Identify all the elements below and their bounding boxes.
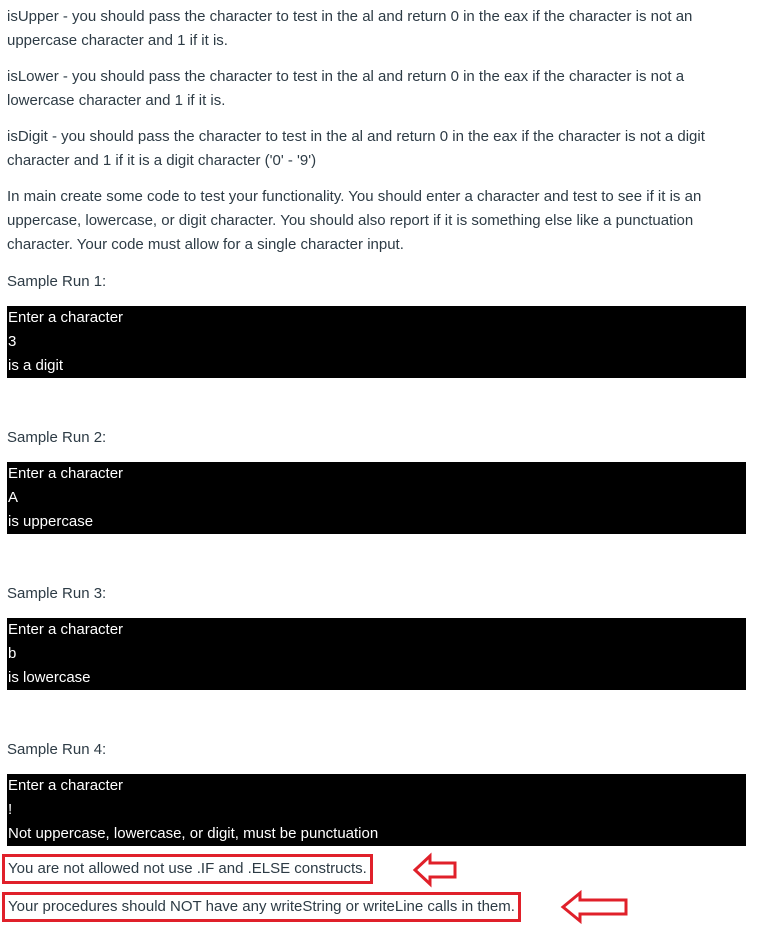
sample-run-label: Sample Run 2: bbox=[7, 429, 107, 446]
console-output bbox=[7, 618, 746, 690]
console-line: ! bbox=[8, 801, 13, 818]
console-output bbox=[7, 774, 746, 846]
console-line: Enter a character bbox=[8, 309, 124, 326]
sample-run-label: Sample Run 1: bbox=[7, 273, 107, 290]
console-line: 3 bbox=[8, 333, 17, 350]
console-line: is a digit bbox=[8, 357, 64, 374]
console-line: Enter a character bbox=[8, 621, 124, 638]
console-line: Enter a character bbox=[8, 777, 124, 794]
main-description: In main create some code to test your functionality. You should enter a character and test to see if it is an uppercase, lowercase, or digit character. You should also report if it is something else like a punctuation character. Your code must allow for a single character input. bbox=[7, 188, 702, 253]
console-line: is uppercase bbox=[8, 513, 94, 530]
console-line: is lowercase bbox=[8, 669, 91, 686]
isupper-description: isUpper - you should pass the character to test in the al and return 0 in the eax if the character is not an uppercase character and 1 if it is. bbox=[7, 8, 693, 49]
arrow-left-icon bbox=[560, 889, 630, 925]
console-line: b bbox=[8, 645, 17, 662]
no-write-calls-note: Your procedures should NOT have any writeString or writeLine calls in them. bbox=[2, 892, 521, 922]
console-line: A bbox=[8, 489, 19, 506]
isdigit-description: isDigit - you should pass the character to test in the al and return 0 in the eax if the character is not a digit character and 1 if it is a digit character ('0' - '9') bbox=[7, 128, 705, 169]
sample-run-label: Sample Run 3: bbox=[7, 585, 107, 602]
sample-run-label: Sample Run 4: bbox=[7, 741, 107, 758]
console-output bbox=[7, 306, 746, 378]
islower-description: isLower - you should pass the character to test in the al and return 0 in the eax if the character is not a lowercase character and 1 if it is. bbox=[7, 68, 685, 109]
console-line: Enter a character bbox=[8, 465, 124, 482]
no-if-else-note: You are not allowed not use .IF and .ELSE constructs. bbox=[2, 854, 373, 884]
arrow-left-icon bbox=[412, 852, 458, 888]
console-line: Not uppercase, lowercase, or digit, must be punctuation bbox=[8, 825, 379, 842]
console-output bbox=[7, 462, 746, 534]
